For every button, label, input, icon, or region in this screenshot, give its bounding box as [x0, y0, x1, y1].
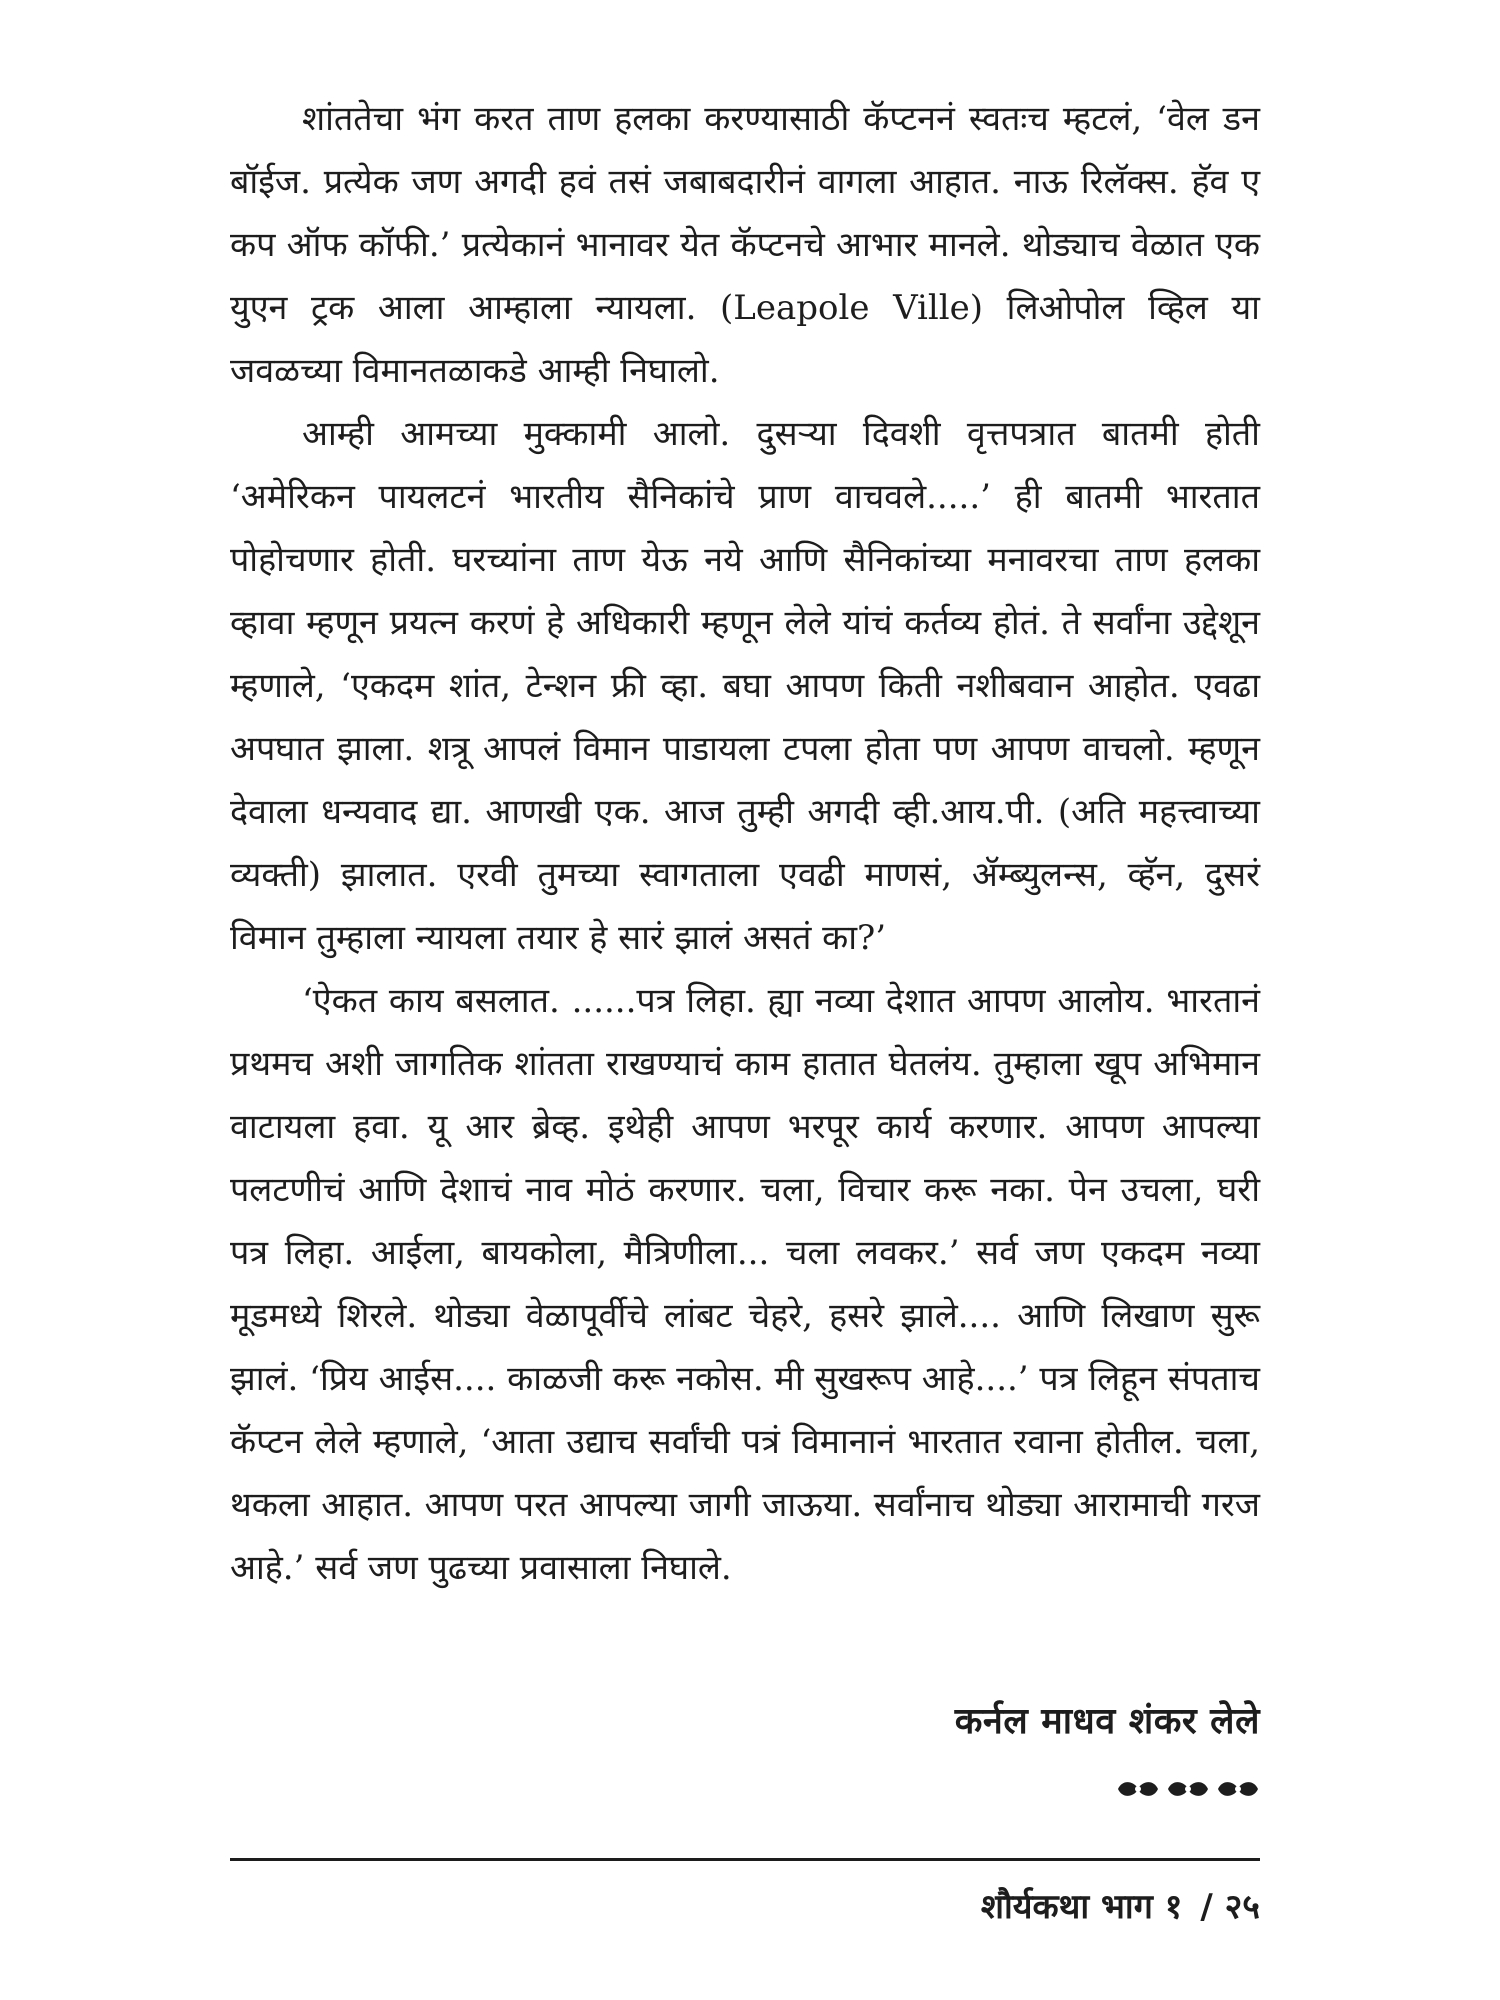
book-title: शौर्यकथा भाग १	[980, 1887, 1183, 1927]
paragraph-2: आम्ही आमच्या मुक्कामी आलो. दुसऱ्या दिवशी वृत्तपत्रात बातमी होती ‘अमेरिकन पायलटनं भारतीय सैनिकांचे प्राण वाचवले.....’ ही बातमी भारतात पोहोचणार होती. घरच्यांना ताण येऊ नये आणि सैनिकांच्या मनावरचा ताण हलका व्हावा म्हणून प्रयत्न करणं हे अधिकारी म्हणून लेले यांचं कर्तव्य होतं. ते सर्वांना उद्देशून म्हणाले, ‘एकदम शांत, टेन्शन फ्री व्हा. बघा आपण किती नशीबवान आहोत. एवढा अपघात झाला. शत्रू आपलं विमान पाडायला टपला होता पण आपण वाचलो. म्हणून देवाला धन्यवाद द्या. आणखी एक. आज तुम्ही अगदी व्ही.आय.पी. (अति महत्त्वाच्या व्यक्ती) झालात. एरवी तुमच्या स्वागताला एवढी माणसं, ॲम्ब्युलन्स, व्हॅन, दुसरं विमान तुम्हाला न्यायला तयार हे सारं झालं असतं का?’	[230, 414, 1260, 958]
page-footer	[981, 1882, 1260, 1928]
body-text	[230, 88, 1260, 1600]
paragraph-1: शांततेचा भंग करत ताण हलका करण्यासाठी कॅप्टननं स्वतःच म्हटलं, ‘वेल डन बॉईज. प्रत्येक जण अगदी हवं तसं जबाबदारीनं वागला आहात. नाऊ रिलॅक्स. हॅव ए कप ऑफ कॉफी.’ प्रत्येकानं भानावर येत कॅप्टनचे आभार मानले. थोड्याच वेळात एक युएन ट्रक आला आम्हाला न्यायला. (Leapole Ville) लिओपोल व्हिल या जवळच्या विमानतळाकडे आम्ही निघालो.	[230, 99, 1260, 391]
author-signature: कर्नल माधव शंकर लेले	[954, 1700, 1260, 1742]
ornament-icon	[1116, 1778, 1160, 1800]
ornament-divider	[1116, 1778, 1260, 1800]
footer-rule	[230, 1858, 1260, 1861]
page-number: / २५	[1200, 1887, 1260, 1927]
paragraph-3: ‘ऐकत काय बसलात. ......पत्र लिहा. ह्या नव्या देशात आपण आलोय. भारतानं प्रथमच अशी जागतिक शांतता राखण्याचं काम हातात घेतलंय. तुम्हाला खूप अभिमान वाटायला हवा. यू आर ब्रेव्ह. इथेही आपण भरपूर कार्य करणार. आपण आपल्या पलटणीचं आणि देशाचं नाव मोठं करणार. चला, विचार करू नका. पेन उचला, घरी पत्र लिहा. आईला, बायकोला, मैत्रिणीला... चला लवकर.’ सर्व जण एकदम नव्या मूडमध्ये शिरले. थोड्या वेळापूर्वीचे लांबट चेहरे, हसरे झाले.... आणि लिखाण सुरू झालं. ‘प्रिय आईस.... काळजी करू नकोस. मी सुखरूप आहे....’ पत्र लिहून संपताच कॅप्टन लेले म्हणाले, ‘आता उद्याच सर्वांची पत्रं विमानानं भारतात रवाना होतील. चला, थकला आहात. आपण परत आपल्या जागी जाऊया. सर्वांनाच थोड्या आरामाची गरज आहे.’ सर्व जण पुढच्या प्रवासाला निघाले.	[230, 981, 1260, 1588]
ornament-icon	[1166, 1778, 1210, 1800]
ornament-icon	[1216, 1778, 1260, 1800]
